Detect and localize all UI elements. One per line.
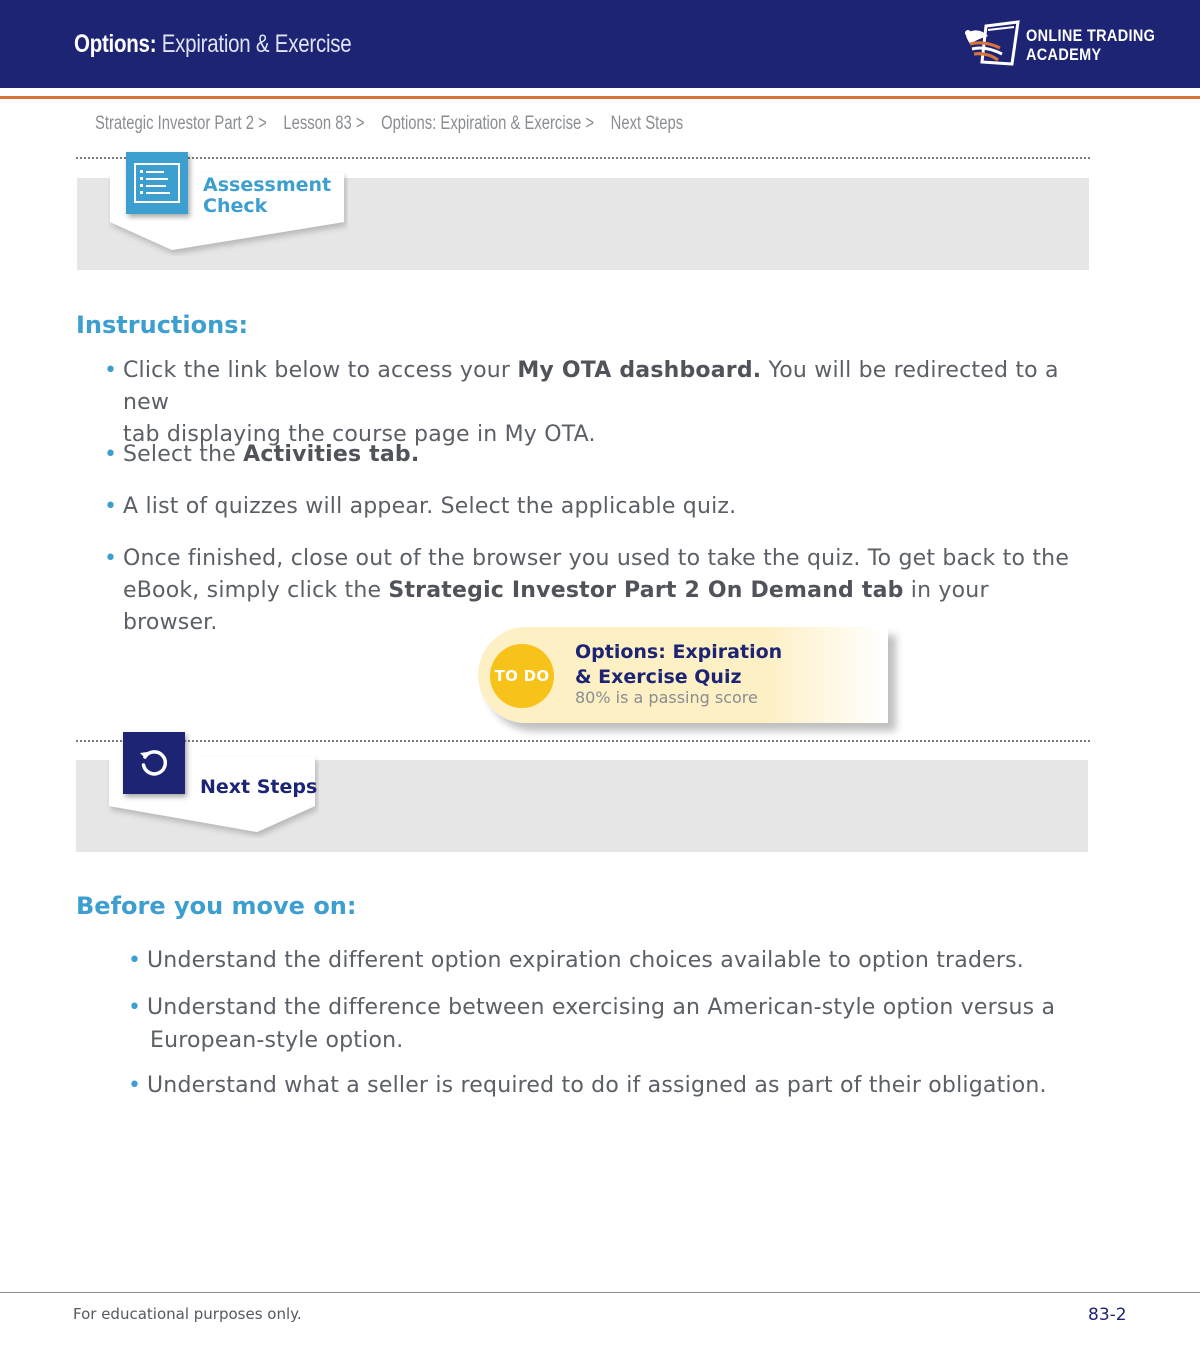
next-steps-icon-box: [123, 732, 185, 794]
item-text: tab displaying the course page in My OTA.: [123, 422, 596, 447]
breadcrumb-item-topic[interactable]: Options: Expiration & Exercise >: [381, 113, 595, 134]
page-header: [0, 0, 1200, 88]
header-accent-rule: [0, 96, 1200, 99]
header-title: [74, 30, 351, 59]
section-divider: [76, 157, 1090, 159]
section-divider: [76, 740, 1090, 742]
item-text: A list of quizzes will appear. Select the applicable quiz.: [123, 494, 737, 519]
list-item: [104, 355, 1083, 451]
header-title-bold: Options:: [74, 30, 157, 58]
list-item: [128, 991, 1087, 1057]
assessment-label: [203, 175, 331, 217]
eagle-book-logo-icon: [960, 20, 1022, 68]
before-move-on-heading: Before you move on:: [76, 892, 357, 920]
assessment-label-line-2: Check: [203, 195, 268, 217]
bullet-icon: •: [128, 995, 142, 1020]
refresh-icon: [137, 746, 171, 780]
footer-disclaimer: For educational purposes only.: [73, 1305, 302, 1323]
list-item: [128, 1070, 1087, 1102]
todo-subtitle: 80% is a passing score: [575, 688, 758, 707]
item-text: Select the: [123, 442, 244, 467]
item-bold[interactable]: My OTA dashboard.: [517, 358, 762, 383]
quiz-todo-card[interactable]: [478, 627, 888, 723]
page-number: 83-2: [1088, 1305, 1127, 1325]
instructions-heading: Instructions:: [76, 311, 249, 339]
list-item: [104, 439, 1083, 471]
item-text: Once finished, close out of the browser you used to take the quiz. To get back to the: [123, 546, 1070, 571]
item-text: eBook, simply click the: [123, 578, 389, 603]
footer-rule: [0, 1292, 1200, 1293]
item-text: Click the link below to access your: [123, 358, 518, 383]
bullet-icon: •: [104, 358, 118, 383]
bullet-icon: •: [104, 546, 118, 571]
list-item: [104, 491, 1083, 523]
item-bold: Strategic Investor Part 2 On Demand tab: [388, 578, 904, 603]
list-item: [128, 945, 1087, 977]
logo-line-1: ONLINE TRADING: [1026, 26, 1156, 45]
todo-title[interactable]: [575, 640, 782, 690]
breadcrumb-item-course[interactable]: Strategic Investor Part 2 >: [95, 113, 267, 134]
next-steps-label: Next Steps: [200, 776, 318, 798]
ota-logo: [960, 20, 1156, 68]
bullet-icon: •: [128, 1073, 142, 1098]
item-text: Understand the difference between exercising an American-style option versus a: [147, 995, 1056, 1020]
checklist-icon: [134, 163, 180, 203]
assessment-label-line-1: Assessment: [203, 174, 332, 196]
item-text: in your browser.: [123, 578, 989, 635]
item-bold: Activities tab.: [243, 442, 420, 467]
item-text: European-style option.: [150, 1028, 404, 1053]
breadcrumb-item-lesson[interactable]: Lesson 83 >: [283, 113, 365, 134]
bullet-icon: •: [104, 494, 118, 519]
assessment-icon-box: [126, 152, 188, 214]
item-text: You will be redirected to a new: [123, 358, 1059, 415]
todo-badge: TO DO: [490, 644, 554, 708]
logo-line-2: ACADEMY: [1026, 45, 1102, 64]
bullet-icon: •: [128, 948, 142, 973]
item-text: Understand the different option expiration choices available to option traders.: [147, 948, 1024, 973]
bullet-icon: •: [104, 442, 118, 467]
breadcrumb-item-current: Next Steps: [610, 113, 684, 134]
todo-title-line-2: & Exercise Quiz: [575, 666, 742, 688]
list-item: [104, 543, 1083, 639]
logo-text: [1026, 26, 1155, 64]
item-text: Understand what a seller is required to do if assigned as part of their obligation.: [147, 1073, 1047, 1098]
breadcrumb: [95, 113, 696, 135]
todo-title-line-1: Options: Expiration: [575, 641, 783, 663]
header-title-light: Expiration & Exercise: [161, 30, 352, 58]
